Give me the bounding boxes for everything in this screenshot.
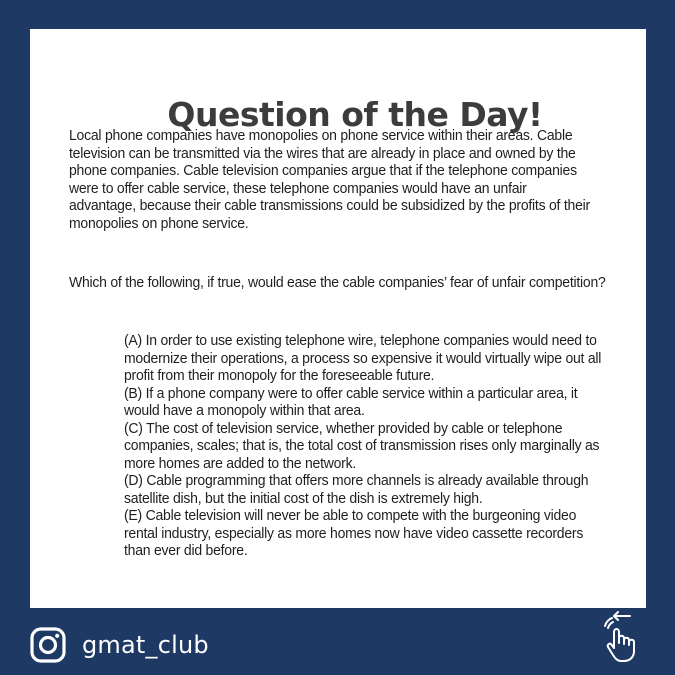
answer-option-b: (B) If a phone company were to offer cable service within a particular area, it would have a monopoly within that area. [124, 385, 578, 419]
handle-label: gmat_club [82, 631, 209, 659]
question-stem: Which of the following, if true, would ease the cable companies’ fear of unfair competition? [69, 275, 606, 291]
answer-options [124, 333, 604, 561]
instagram-icon [30, 627, 66, 663]
question-passage: Local phone companies have monopolies on phone service within their areas. Cable television can be transmitted via the wires that are already in place and owned by the phone companies. Cable television companies argue that if the telephone companies were to offer cable service, these telephone companies would have an unfair advantage, because their cable transmissions could be subsidized by the profits of their monopolies on phone service. [69, 128, 590, 232]
answer-option-e: (E) Cable television will never be able to compete with the burgeoning video rental industry, especially as more homes now have video cassette recorders than ever did before. [124, 508, 584, 559]
answer-option-a: (A) In order to use existing telephone wire, telephone companies would need to modernize their operations, a process so expensive it would virtually wipe out all profit from their monopoly for the foreseeable future. [124, 333, 602, 384]
question-card [30, 29, 646, 608]
answer-option-d: (D) Cable programming that offers more channels is already available through satellite dish, but the initial cost of the dish is extremely high. [124, 473, 589, 507]
swipe-hand-icon [600, 610, 646, 664]
answer-option-c: (C) The cost of television service, whether provided by cable or telephone companies, scales; that is, the total cost of transmission rises only marginally as more homes are added to the network. [124, 420, 600, 472]
page-title: Question of the Day! [167, 95, 543, 134]
social-handle[interactable] [30, 626, 209, 664]
